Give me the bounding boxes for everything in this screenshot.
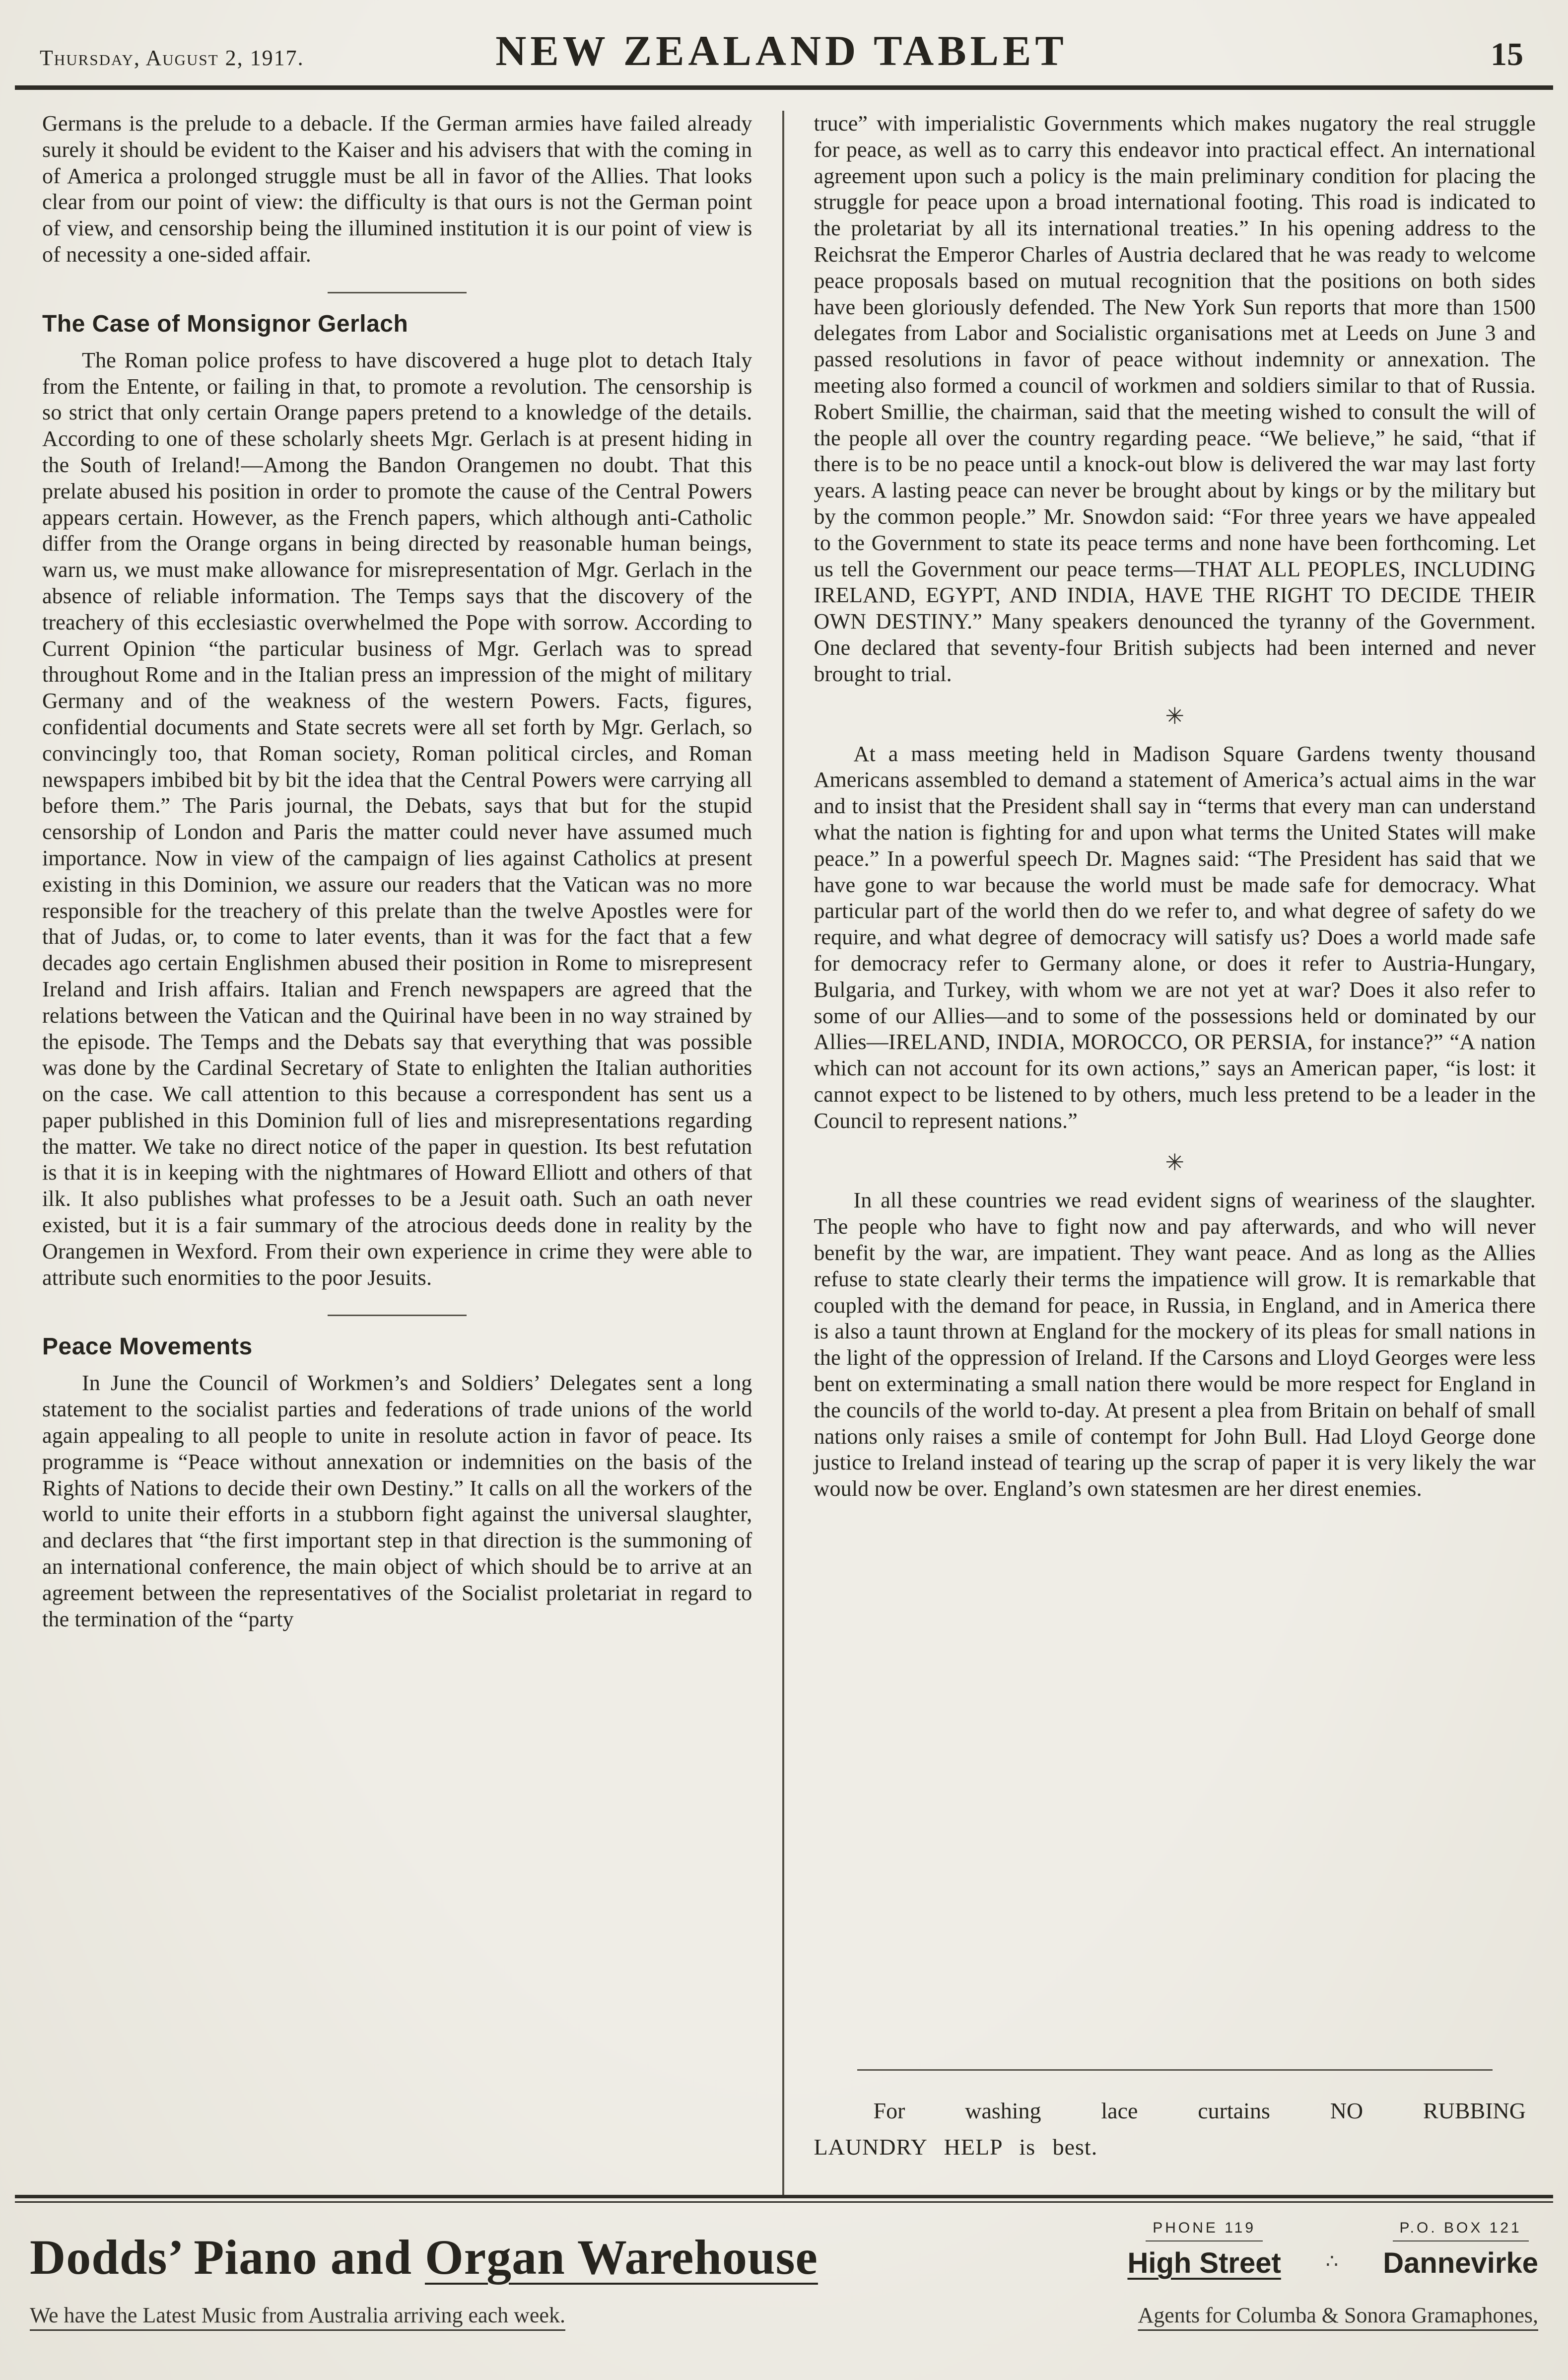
town-name: Dannevirke [1383, 2247, 1538, 2279]
paragraph-peace: In June the Council of Workmen’s and Soldiers’ Delegates sent a long statement to the socialist parties and federations of trade unions of the world again appealing to all people to unite in resolute action in favor of peace. Its programme is “Peace without annexation or indemnities on the basis of the Rights of Nations to decide their own Destiny.” It calls on all the workers of the world to unite their efforts in a stubborn fight against the universal slaughter, and declares that “the first important step in that direction is the summoning of an international conference, the main object of which should be to arrive at an agreement between the representatives of the Socialist proletariat in regard to the termination of the “party [42, 1371, 752, 1631]
left-column [27, 111, 784, 2195]
header-rule [15, 85, 1553, 90]
advert-title-part2: Organ Warehouse [424, 2230, 818, 2285]
page-header [0, 0, 1568, 83]
advert-footer [0, 2203, 1568, 2328]
issue-date: Thursday, August 2, 1917. [40, 46, 304, 70]
phone-label: PHONE 119 [1146, 2220, 1263, 2241]
asterisk-divider-icon: ✳ [1165, 703, 1185, 729]
contact-pobox-town [1383, 2220, 1538, 2280]
article-columns [0, 90, 1568, 2195]
contact-phone-street [1127, 2220, 1281, 2280]
paragraph-continuation: Germans is the prelude to a debacle. If the German armies have failed already surely it should be evident to the Kaiser and his advisers that with the coming in of America a prolonged struggle must be all in favor of the Allies. That looks clear from our point of view: the difficulty is that ours is not the German point of view, and censorship being the illumined institution it is our point of view is of necessity a one-sided affair. [42, 111, 752, 267]
section-divider [328, 1315, 467, 1316]
advert-title [30, 2229, 818, 2286]
footer-rule [15, 2195, 1553, 2203]
section-divider [328, 292, 467, 293]
page-number: 15 [1491, 36, 1523, 72]
laundry-ad-line-2: LAUNDRY HELP is best. [814, 2134, 1098, 2160]
advert-footer-top [30, 2220, 1538, 2286]
paragraph-truce: truce” with imperialistic Governments which makes nugatory the real struggle for peace, as well as to carry this endeavor into practical effect. An international agreement upon such a policy is the main preliminary condition for placing the struggle for peace upon a broad international footing. This road is indicated to the proletariat by all its international treaties.” In his opening address to the Reichsrat the Emperor Charles of Austria declared that he was ready to welcome peace proposals based on mutual recognition that the positions on both sides have been gloriously defended. The New York Sun reports that more than 1500 delegates from Labor and Socialistic organisations met at Leeds on June 3 and passed resolutions in favor of peace without indemnity or annexation. The meeting also formed a council of workmen and soldiers similar to that of Russia. Robert Smillie, the chairman, said that the meeting wished to consult the will of the people all over the country regarding peace. “We believe,” he said, “that if there is to be no peace until a knock-out blow is delivered the war may last forty years. A lasting peace can never be brought about by kings or by the military but by the common people.” Mr. Snowdon said: “For three years we have appealed to the Government to state its peace terms and none have been forthcoming. Let us tell the Government our peace terms—THAT ALL PEOPLES, INCLUDING IRELAND, EGYPT, AND INDIA, HAVE THE RIGHT TO DECIDE THEIR OWN DESTINY.” Many speakers denounced the tyranny of the Government. One declared that seventy-four British subjects had been interned and never brought to trial. [814, 111, 1536, 686]
section-heading-gerlach: The Case of Monsignor Gerlach [42, 310, 409, 337]
laundry-ad-line-1: For washing lace curtains NO RUBBING [873, 2098, 1526, 2123]
section-heading-peace: Peace Movements [42, 1333, 253, 1360]
ad-divider [857, 2069, 1493, 2071]
tagline-left: We have the Latest Music from Australia arriving each week. [30, 2303, 565, 2327]
paragraph-madison-square: At a mass meeting held in Madison Square Gardens twenty thousand Americans assembled to demand a statement of America’s actual aims in the war and to insist that the President shall say in “terms that every man can understand what the nation is fighting for and upon what terms the United States will make peace.” In a powerful speech Dr. Magnes said: “The President has said that we have gone to war because the world must be made safe for democracy. What particular part of the world then do we refer to, and what degree of safety do we require, and what degree of democracy will satisfy us? Does a world made safe for democracy refer to Germany alone, or does it refer to Austria-Hungary, Bulgaria, and Turkey, with whom we are not yet at war? Does it also refer to some of our Allies—and to some of the possessions held or dominated by our Allies—IRELAND, INDIA, MOROCCO, OR PERSIA, for instance?” “A nation which can not account for its own actions,” says an American paper, “is lost: it cannot expect to be listened to by others, much less pretend to be a leader in the Council to represent nations.” [814, 741, 1536, 1133]
right-column [784, 111, 1541, 2195]
tagline-right: Agents for Columba & Sonora Gramaphones, [1138, 2303, 1538, 2327]
advert-contact-block [1127, 2220, 1538, 2286]
paragraph-gerlach: The Roman police profess to have discovered a huge plot to detach Italy from the Entente, or failing in that, to promote a revolution. The censorship is so strict that only certain Orange papers pretend to a knowledge of the details. According to one of these scholarly sheets Mgr. Gerlach is at present hiding in the South of Ireland!—Among the Bandon Orangemen no doubt. That this prelate abused his position in order to promote the cause of the Central Powers appears certain. However, as the French papers, which although anti-Catholic differ from the Orange organs in being directed by reasonable human beings, warn us, we must make allowance for misrepresentation of Mgr. Gerlach in the absence of reliable information. The Temps says that the discovery of the treachery of this ecclesiastic overwhelmed the Pope with sorrow. According to Current Opinion “the particular business of Mgr. Gerlach was to spread throughout Rome and in the Italian press an impression of the might of military Germany and of the weakness of the western Powers. Facts, figures, confidential documents and State secrets were all set forth by Mgr. Gerlach, so convincingly too, that Roman society, Roman political circles, and Roman newspapers imbibed bit by bit the idea that the Central Powers were carrying all before them.” The Paris journal, the Debats, says that but for the stupid censorship of London and Paris the matter could never have assumed much importance. Now in view of the campaign of lies against Catholics at present existing in this Dominion, we assure our readers that the Vatican was no more responsible for the treachery of this prelate than the twelve Apostles were for that of Judas, or, to come to later events, than it was for the fact that a few decades ago certain Englishmen abused their position in Rome to misrepresent Ireland and Irish affairs. Italian and French newspapers are agreed that the relations between the Vatican and the Quirinal have been in no way strained by the episode. The Temps and the Debats say that everything that was possible was done by the Cardinal Secretary of State to enlighten the Italian authorities on the case. We call attention to this because a correspondent has sent us a paper published in this Dominion full of lies and misrepresentations regarding the matter. We take no direct notice of the paper in question. Its best refutation is that it is in keeping with the nightmares of Howard Elliott and others of that ilk. It also publishes what professes to be a Jesuit oath. Such an oath never existed, but it is a fair summary of the atrocious deeds done in reality by the Orangemen in Wexford. From their own experience in crime they were able to attribute such enormities to the poor Jesuits. [42, 348, 752, 1290]
advert-title-part1: Dodds’ Piano and [30, 2230, 425, 2285]
pobox-label: P.O. BOX 121 [1393, 2220, 1529, 2241]
asterisk-divider-icon: ✳ [1165, 1150, 1185, 1176]
street-name: High Street [1127, 2247, 1281, 2279]
advert-footer-bottom [30, 2303, 1538, 2328]
masthead-title: NEW ZEALAND TABLET [495, 27, 1068, 74]
separator-dots-icon: ∴ [1325, 2250, 1339, 2272]
paragraph-weariness: In all these countries we read evident signs of weariness of the slaughter. The people who have to fight now and pay afterwards, and who will never benefit by the war, are impatient. They want peace. And as long as the Allies refuse to state clearly their terms the impatience will grow. It is remarkable that coupled with the demand for peace, in Russia, in England, and in America there is also a taunt thrown at England for the mockery of its pleas for small nations in the light of the oppression of Ireland. If the Carsons and Lloyd Georges were less bent on exterminating a small nation there would be more respect for England in the councils of the world to-day. At present a plea from Britain on behalf of small nations only raises a smile of contempt for John Bull. Had Lloyd George done justice to Ireland instead of tearing up the scrap of paper it is very likely the war would now be over. England’s own statesmen are her direst enemies. [814, 1188, 1536, 1501]
